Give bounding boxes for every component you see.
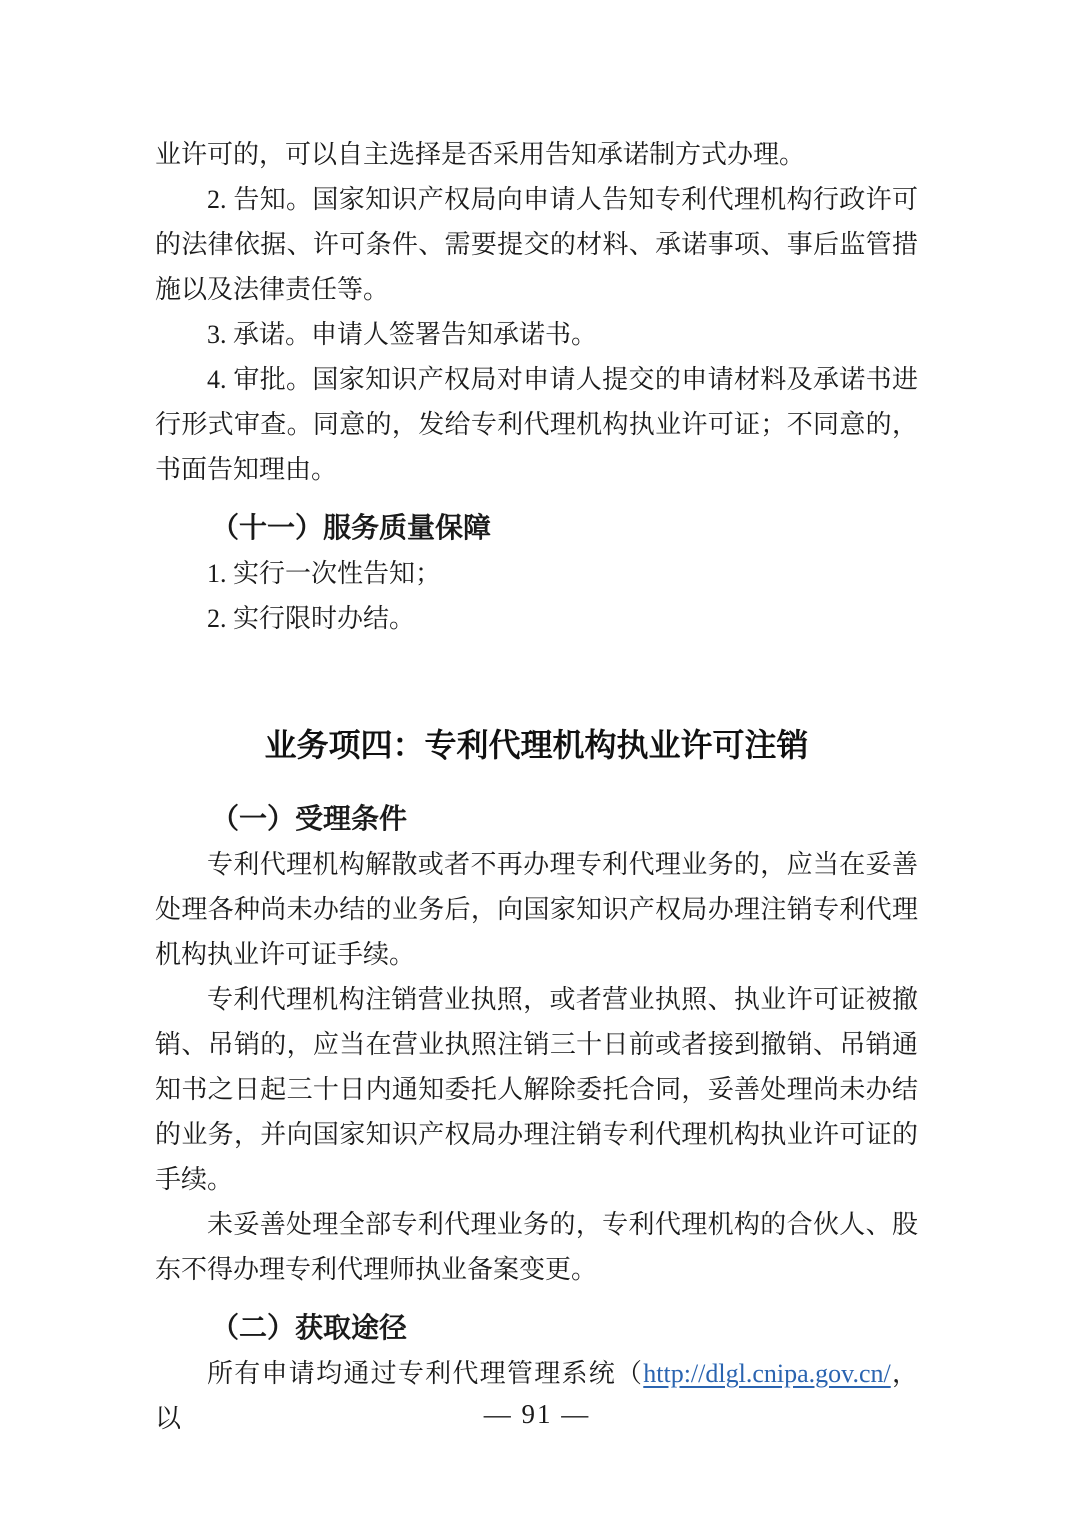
paragraph-unsettled: 未妥善处理全部专利代理业务的，专利代理机构的合伙人、股东不得办理专利代理师执业备案变更。 bbox=[155, 1210, 918, 1284]
patent-agency-system-link[interactable]: http://dlgl.cnipa.gov.cn/ bbox=[643, 1359, 891, 1388]
heading-service-quality: （十一）服务质量保障 bbox=[211, 513, 492, 544]
paragraph-continuation: 业许可的，可以自主选择是否采用告知承诺制方式办理。 bbox=[155, 140, 806, 169]
paragraph-step-commit: 3. 承诺。申请人签署告知承诺书。 bbox=[207, 320, 598, 349]
paragraph-revoke: 专利代理机构注销营业执照，或者营业执照、执业许可证被撤销、吊销的，应当在营业执照注销三十日前或者接到撤销、吊销通知书之日起三十日内通知委托人解除委托合同，妥善处理尚未办结的业务，并向国家知识产权局办理注销专利代理机构执业许可证的手续。 bbox=[155, 985, 918, 1194]
apply-channel-suffix: ，以 bbox=[155, 1359, 918, 1433]
paragraph-once-inform: 1. 实行一次性告知； bbox=[207, 559, 442, 588]
paragraph-step-approve: 4. 审批。国家知识产权局对申请人提交的申请材料及承诺书进行形式审查。同意的，发给专利代理机构执业许可证；不同意的，书面告知理由。 bbox=[155, 365, 918, 484]
section-title-business-item-4: 业务项四：专利代理机构执业许可注销 bbox=[264, 727, 809, 763]
apply-channel-prefix: 所有申请均通过专利代理管理系统（ bbox=[207, 1359, 644, 1388]
heading-obtain-channel: （二）获取途径 bbox=[211, 1313, 408, 1344]
paragraph-step-inform: 2. 告知。国家知识产权局向申请人告知专利代理机构行政许可的法律依据、许可条件、需要提交的材料、承诺事项、事后监管措施以及法律责任等。 bbox=[155, 185, 918, 304]
heading-acceptance-conditions: （一）受理条件 bbox=[211, 804, 408, 835]
page-number: — 91 — bbox=[483, 1399, 591, 1429]
paragraph-dissolve: 专利代理机构解散或者不再办理专利代理业务的，应当在妥善处理各种尚未办结的业务后，向国家知识产权局办理注销专利代理机构执业许可证手续。 bbox=[155, 850, 918, 969]
paragraph-time-limit: 2. 实行限时办结。 bbox=[207, 604, 416, 633]
page-content bbox=[155, 132, 918, 1441]
